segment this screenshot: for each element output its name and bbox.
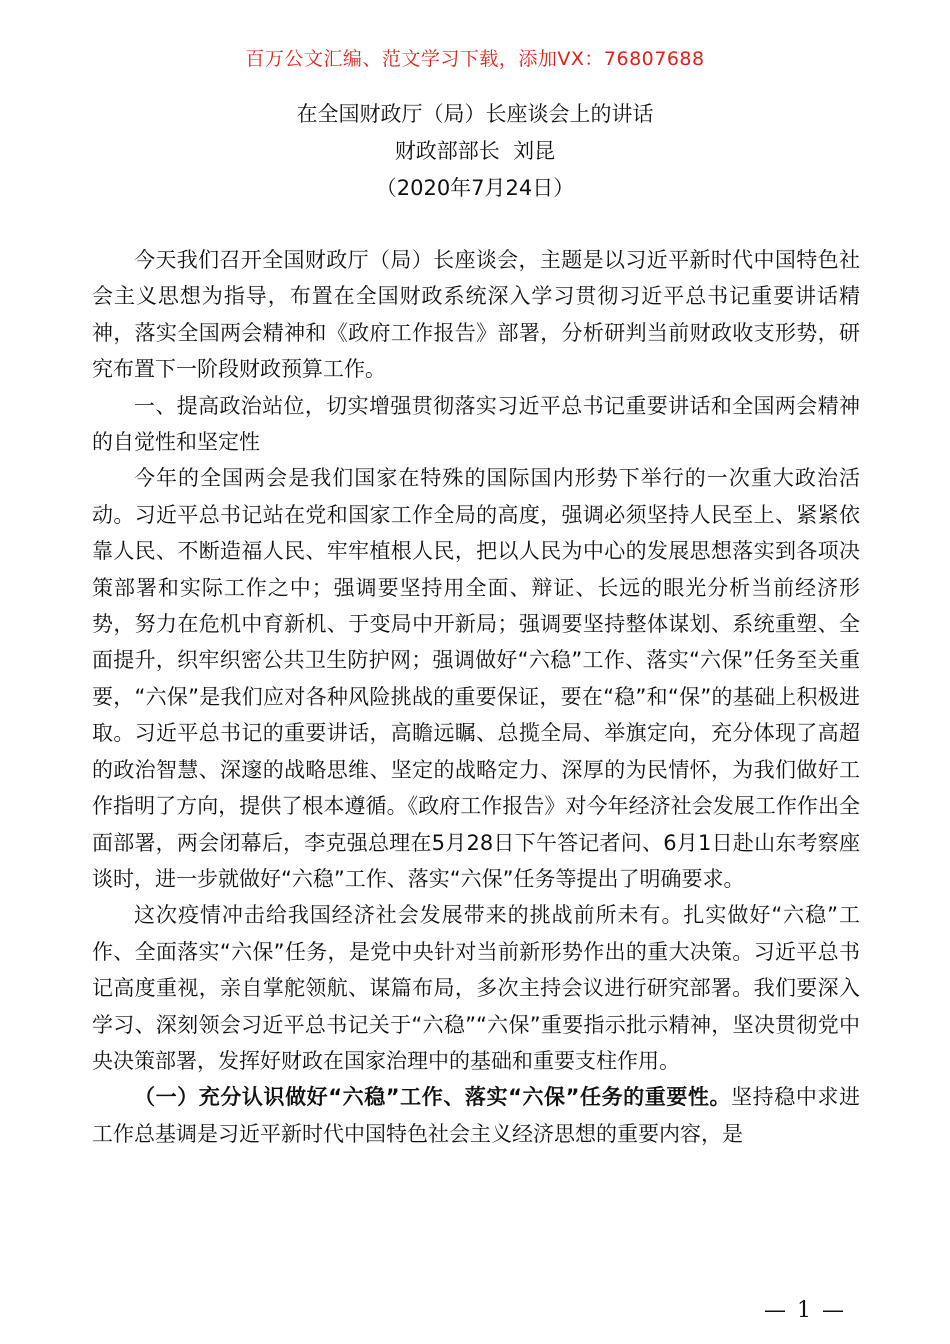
paragraph-two-sessions: 今年的全国两会是我们国家在特殊的国际国内形势下举行的一次重大政治活动。习近平总书记站在党和国家工作全局的高度，强调必须坚持人民至上、紧紧依靠人民、不断造福人民、牢牢植根人民，把以人民为中心的发展思想落实到各项决策部署和实际工作之中；强调要坚持用全面、辩证、长远的眼光分析当前经济形势，努力在危机中育新机、于变局中开新局；强调要坚持整体谋划、系统重塑、全面提升，织牢织密公共卫生防护网；强调做好“六稳”工作、落实“六保”任务至关重要，“六保”是我们应对各种风险挑战的重要保证，要在“稳”和“保”的基础上积极进取。习近平总书记的重要讲话，高瞻远瞩、总揽全局、举旗定向，充分体现了高超的政治智慧、深邃的战略思维、坚定的战略定力、深厚的为民情怀，为我们做好工作指明了方向，提供了根本遵循。《政府工作报告》对今年经济社会发展工作作出全面部署，两会闭幕后，李克强总理在5月28日下午答记者问、6月1日赴山东考察座谈时，进一步就做好“六稳”工作、落实“六保”任务等提出了明确要求。 [92, 466, 860, 891]
paragraph-epidemic: 这次疫情冲击给我国经济社会发展带来的挑战前所未有。扎实做好“六稳”工作、全面落实“六保”任务，是党中央针对当前新形势作出的重大决策。习近平总书记高度重视，亲自掌舵领航、谋篇布局，多次主持会议进行研究部署。我们要深入学习、深刻领会习近平总书记关于“六稳”“六保”重要指示批示精神，坚决贯彻党中央决策部署，发挥好财政在国家治理中的基础和重要支柱作用。 [92, 903, 860, 1073]
page-number: — 1 — [764, 1298, 846, 1323]
subsection-one-lead: （一）充分认识做好“六稳”工作、落实“六保”任务的重要性。 [134, 1085, 732, 1110]
speech-date: （2020年7月24日） [375, 176, 575, 200]
title-block [0, 96, 950, 207]
section-heading-one: 一、提高政治站位，切实增强贯彻落实习近平总书记重要讲话和全国两会精神的自觉性和坚定性 [92, 393, 860, 455]
speech-title: 在全国财政厅（局）长座谈会上的讲话 [296, 102, 654, 126]
document-body [92, 242, 860, 1152]
paragraph-subsection-one [92, 1079, 860, 1152]
paragraph-intro: 今天我们召开全国财政厅（局）长座谈会，主题是以习近平新时代中国特色社会主义思想为指导，布置在全国财政系统深入学习贯彻习近平总书记重要讲话精神，落实全国两会精神和《政府工作报告》部署，分析研判当前财政收支形势，研究布置下一阶段财政预算工作。 [92, 248, 860, 382]
header-banner: 百万公文汇编、范文学习下载，添加VX：76807688 [245, 48, 705, 70]
subsection-one-text: 坚持稳中求进工作总基调是习近平新时代中国特色社会主义经济思想的重要内容，是 [92, 1085, 860, 1146]
speaker-line: 财政部部长 刘昆 [394, 139, 556, 163]
